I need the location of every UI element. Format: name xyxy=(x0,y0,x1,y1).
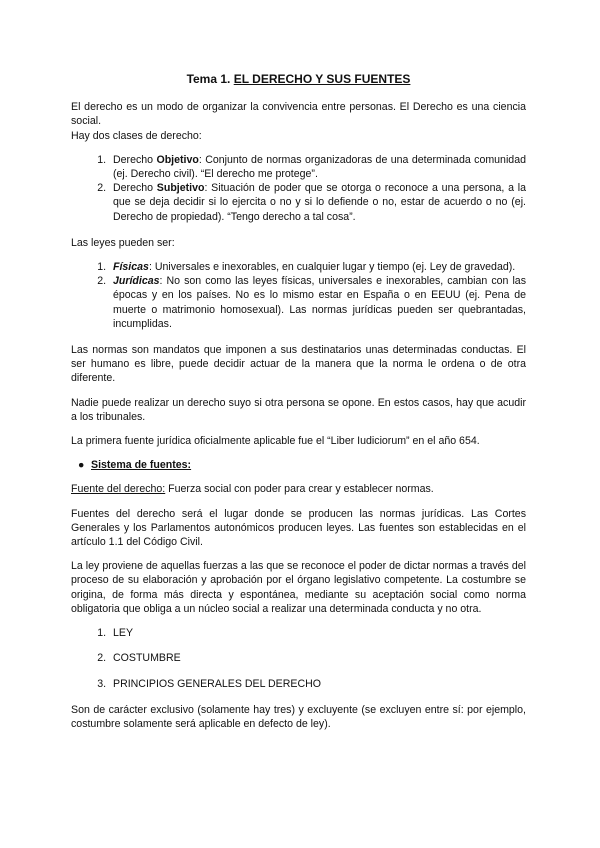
item-text: : Universales e inexorables, en cualquier lugar y tiempo (ej. Ley de gravedad). xyxy=(148,261,516,274)
bullet-icon: ● xyxy=(78,459,85,472)
page-title xyxy=(71,72,526,86)
nadie-paragraph: Nadie puede realizar un derecho suyo si otra persona se opone. En estos casos, hay que acudir a los tribunales. xyxy=(71,396,526,423)
primera-fuente-paragraph: La primera fuente jurídica oficialmente aplicable fue el “Liber Iudiciorum” en el año 654. xyxy=(71,435,480,448)
list-item xyxy=(109,274,526,331)
item-label: Objetivo xyxy=(156,153,199,166)
definition-term: Fuente del derecho: xyxy=(71,483,166,496)
item-label: Físicas xyxy=(113,261,149,274)
ley-paragraph: La ley proviene de aquellas fuerzas a las que se reconoce el poder de dictar normas a través del proceso de su elaboración y aprobación por el órgano legislativo competente. La costumbre se origina, de forma más directa y espontánea, mediante su aceptación social como norma obligatoria que obliga a un núcleo social a realizar una determinada conducta y no otra. xyxy=(71,560,526,615)
item-label-prefix: Derecho xyxy=(113,182,157,195)
item-text: : Situación de poder que se otorga o reconoce a una persona, a la que se deja decidir si lo ejercita o no y si lo defiende o no, estar de acuerdo o no (ej. Derecho de propiedad). “Tengo derecho a tal cosa”. xyxy=(113,182,526,223)
normas-paragraph: Las normas son mandatos que imponen a sus destinatarios unas determinadas conductas. El ser humano es libre, puede decidir actuar de la manera que la norma le ordena o de otra diferente. xyxy=(71,344,526,385)
definition-text: Fuerza social con poder para crear y establecer normas. xyxy=(165,483,434,496)
clases-derecho-list xyxy=(71,153,526,224)
fuentes-list xyxy=(71,626,526,691)
intro-types-line: Hay dos clases de derecho: xyxy=(71,129,202,142)
intro-paragraph: El derecho es un modo de organizar la convivencia entre personas. El Derecho es una ciencia social. xyxy=(71,101,526,128)
closing-paragraph: Son de carácter exclusivo (solamente hay tres) y excluyente (se excluyen entre sí: por ejemplo, costumbre solamente será aplicable en defecto de ley). xyxy=(71,703,526,730)
leyes-intro: Las leyes pueden ser: xyxy=(71,236,175,249)
section-heading-text: Sistema de fuentes: xyxy=(91,459,192,472)
list-item xyxy=(109,153,526,181)
list-item xyxy=(109,260,526,274)
list-item: 3. PRINCIPIOS GENERALES DEL DERECHO xyxy=(109,677,526,691)
list-item xyxy=(109,181,526,224)
item-text: : Conjunto de normas organizadoras de una determinada comunidad (ej. Derecho civil). “El derecho me protege”. xyxy=(113,153,526,181)
item-label: Jurídicas xyxy=(113,275,160,288)
fuente-definition xyxy=(71,482,526,496)
list-item: 1. LEY xyxy=(109,626,526,640)
leyes-list xyxy=(71,260,526,331)
fuentes-paragraph: Fuentes del derecho será el lugar donde se producen las normas jurídicas. Las Cortes Generales y los Parlamentos autonómicos producen leyes. Las fuentes son establecidas en el artículo 1.1 del Código Civil. xyxy=(71,507,526,549)
section-heading xyxy=(71,458,526,472)
document-page xyxy=(71,72,526,741)
list-item: 2. COSTUMBRE xyxy=(109,651,526,665)
title-main: EL DERECHO Y SUS FUENTES xyxy=(233,72,411,86)
item-label-prefix: Derecho xyxy=(113,153,157,166)
item-label: Subjetivo xyxy=(156,182,205,195)
item-text: : No son como las leyes físicas, universales e inexorables, cambian con las épocas y en los países. No es lo mismo estar en España o en EEUU (ej. Pena de muerte o matrimonio homosexual). Las normas jurídicas pueden ser quebrantadas, incumplidas. xyxy=(113,275,526,330)
title-prefix: Tema 1. xyxy=(186,72,234,86)
